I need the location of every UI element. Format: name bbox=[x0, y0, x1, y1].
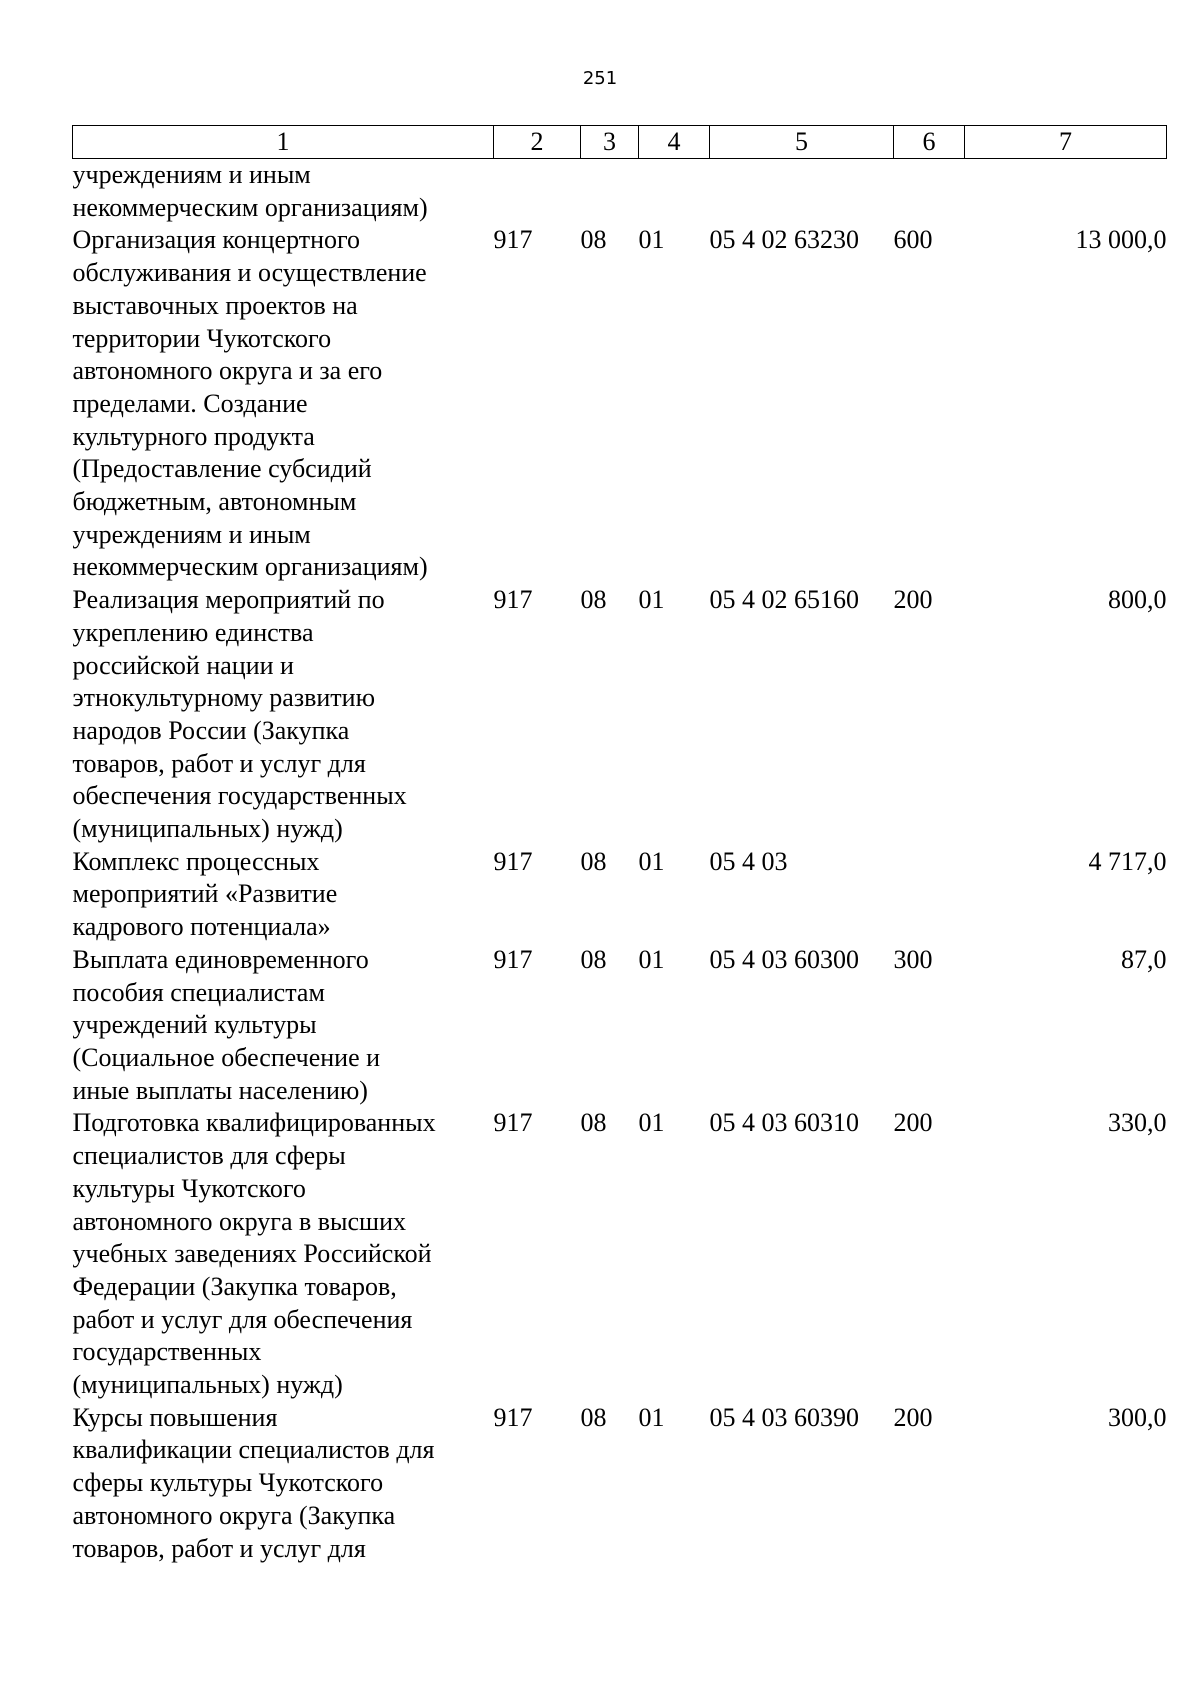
description-line: этнокультурному развитию bbox=[72, 683, 375, 713]
table-row bbox=[73, 224, 1167, 584]
table-row bbox=[73, 584, 1167, 846]
description-line: (Предоставление субсидий bbox=[72, 454, 372, 484]
ministry-code bbox=[494, 159, 581, 225]
row-description bbox=[73, 159, 494, 225]
ministry-code: 917 bbox=[493, 944, 533, 974]
description-line: квалификации специалистов для bbox=[72, 1435, 435, 1465]
row-description bbox=[73, 944, 494, 1108]
description-line: автономного округа в высших bbox=[72, 1206, 406, 1236]
expense-type-code bbox=[894, 159, 965, 225]
amount: 330,0 bbox=[1108, 1108, 1167, 1138]
section-code: 08 bbox=[580, 846, 607, 876]
table-row bbox=[73, 846, 1167, 944]
description-line: учреждениям и иным bbox=[72, 160, 311, 189]
row-description bbox=[73, 846, 494, 944]
description-line: учебных заведениях Российской bbox=[72, 1239, 432, 1269]
expense-type-code bbox=[894, 846, 965, 944]
table-row bbox=[73, 944, 1167, 1108]
description-line: выставочных проектов на bbox=[72, 290, 358, 320]
description-line: пособия специалистам bbox=[72, 977, 325, 1007]
expense-type-code: 200 bbox=[893, 585, 933, 615]
section-code: 08 bbox=[580, 225, 607, 255]
column-header-2: 2 bbox=[494, 126, 581, 159]
description-line: учреждений культуры bbox=[72, 1010, 317, 1040]
description-line: Федерации (Закупка товаров, bbox=[72, 1271, 397, 1301]
section-code: 08 bbox=[580, 1402, 607, 1432]
description-line: некоммерческим организациям) bbox=[72, 552, 428, 582]
description-line: бюджетным, автономным bbox=[72, 487, 357, 517]
row-description bbox=[73, 1402, 494, 1566]
expense-type-code: 300 bbox=[893, 944, 933, 974]
section-code bbox=[581, 159, 639, 225]
column-header-1: 1 bbox=[73, 126, 494, 159]
subsection-code: 01 bbox=[638, 1402, 665, 1432]
description-line: некоммерческим организациям) bbox=[72, 192, 428, 222]
description-line: товаров, работ и услуг для bbox=[72, 748, 366, 778]
column-header-7: 7 bbox=[965, 126, 1167, 159]
description-line: (Социальное обеспечение и bbox=[72, 1042, 381, 1072]
target-article-code: 05 4 03 60300 bbox=[709, 944, 859, 974]
section-code: 08 bbox=[580, 585, 607, 615]
expense-type-code: 200 bbox=[893, 1402, 933, 1432]
amount: 4 717,0 bbox=[1088, 846, 1167, 876]
description-line: обслуживания и осуществление bbox=[72, 258, 427, 288]
target-article-code: 05 4 03 bbox=[709, 846, 788, 876]
expense-type-code: 200 bbox=[893, 1108, 933, 1138]
description-line: иные выплаты населению) bbox=[72, 1075, 368, 1105]
description-line: Курсы повышения bbox=[72, 1402, 278, 1432]
page-number: 251 bbox=[582, 68, 618, 89]
target-article-code: 05 4 03 60390 bbox=[709, 1402, 859, 1432]
subsection-code: 01 bbox=[638, 1108, 665, 1138]
description-line: российской нации и bbox=[72, 650, 294, 680]
table-row bbox=[73, 1402, 1167, 1566]
description-line: мероприятий «Развитие bbox=[72, 879, 338, 909]
ministry-code: 917 bbox=[493, 846, 533, 876]
description-line: Выплата единовременного bbox=[72, 944, 369, 974]
section-code: 08 bbox=[580, 1108, 607, 1138]
budget-table bbox=[72, 125, 1167, 1565]
row-description bbox=[73, 224, 494, 584]
ministry-code: 917 bbox=[493, 225, 533, 255]
description-line: Реализация мероприятий по bbox=[72, 585, 385, 615]
description-line: культуры Чукотского bbox=[72, 1173, 306, 1203]
description-line: (муниципальных) нужд) bbox=[72, 814, 343, 844]
amount: 87,0 bbox=[1121, 944, 1167, 974]
amount: 800,0 bbox=[1108, 585, 1167, 615]
subsection-code: 01 bbox=[638, 225, 665, 255]
section-code: 08 bbox=[580, 944, 607, 974]
target-article-code: 05 4 02 65160 bbox=[709, 585, 859, 615]
description-line: государственных bbox=[72, 1337, 262, 1367]
description-line: сферы культуры Чукотского bbox=[72, 1468, 384, 1498]
ministry-code: 917 bbox=[493, 1108, 533, 1138]
ministry-code: 917 bbox=[493, 1402, 533, 1432]
description-line: укреплению единства bbox=[72, 617, 314, 647]
amount: 13 000,0 bbox=[1075, 225, 1167, 255]
amount bbox=[965, 159, 1167, 225]
description-line: обеспечения государственных bbox=[72, 781, 407, 811]
header-row bbox=[73, 126, 1167, 159]
description-line: учреждениям и иным bbox=[72, 519, 311, 549]
description-line: Организация концертного bbox=[72, 225, 361, 255]
subsection-code: 01 bbox=[638, 944, 665, 974]
ministry-code: 917 bbox=[493, 585, 533, 615]
target-article-code bbox=[710, 159, 894, 225]
description-line: Подготовка квалифицированных bbox=[72, 1108, 436, 1138]
subsection-code: 01 bbox=[638, 846, 665, 876]
description-line: (муниципальных) нужд) bbox=[72, 1370, 343, 1400]
description-line: специалистов для сферы bbox=[72, 1141, 346, 1171]
description-line: Комплекс процессных bbox=[72, 846, 320, 876]
description-line: товаров, работ и услуг для bbox=[72, 1533, 366, 1563]
description-line: народов России (Закупка bbox=[72, 715, 350, 745]
table-row bbox=[73, 1107, 1167, 1401]
column-header-3: 3 bbox=[581, 126, 639, 159]
description-line: территории Чукотского bbox=[72, 323, 332, 353]
column-header-5: 5 bbox=[710, 126, 894, 159]
row-description bbox=[73, 1107, 494, 1401]
expense-type-code: 600 bbox=[893, 225, 933, 255]
target-article-code: 05 4 03 60310 bbox=[709, 1108, 859, 1138]
row-description bbox=[73, 584, 494, 846]
description-line: пределами. Создание bbox=[72, 388, 308, 418]
description-line: автономного округа (Закупка bbox=[72, 1500, 396, 1530]
target-article-code: 05 4 02 63230 bbox=[709, 225, 859, 255]
description-line: культурного продукта bbox=[72, 421, 315, 451]
description-line: кадрового потенциала» bbox=[72, 912, 331, 942]
description-line: работ и услуг для обеспечения bbox=[72, 1304, 413, 1334]
column-header-6: 6 bbox=[894, 126, 965, 159]
table-row bbox=[73, 159, 1167, 225]
subsection-code: 01 bbox=[638, 585, 665, 615]
subsection-code bbox=[639, 159, 710, 225]
column-header-4: 4 bbox=[639, 126, 710, 159]
description-line: автономного округа и за его bbox=[72, 356, 383, 386]
amount: 300,0 bbox=[1108, 1402, 1167, 1432]
table-body bbox=[73, 159, 1167, 1566]
